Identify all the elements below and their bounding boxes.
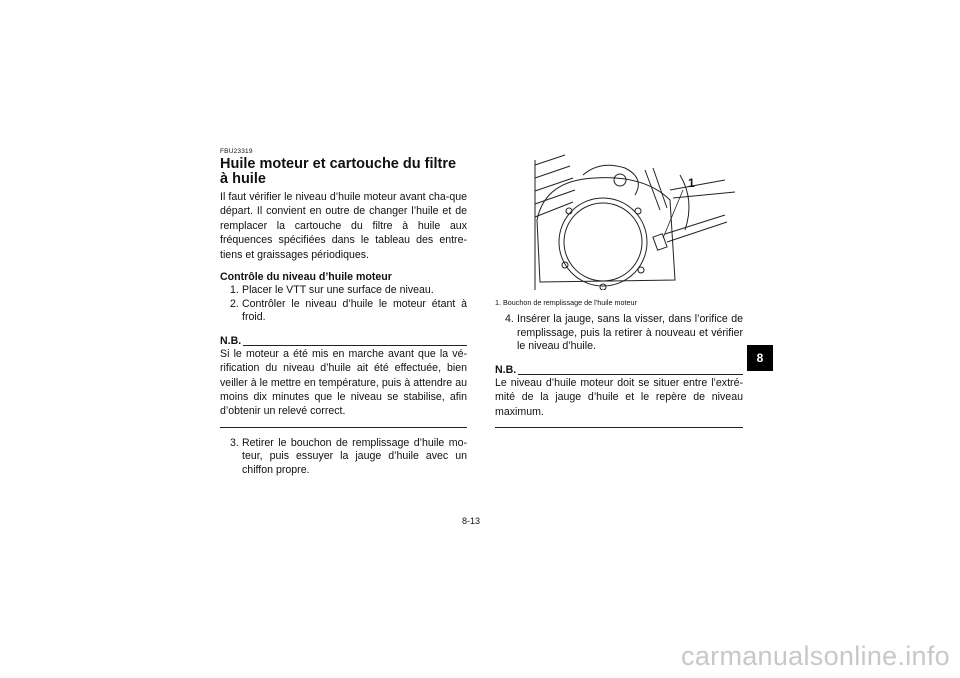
figure-caption: 1. Bouchon de remplissage de l’huile moteur [495,298,637,307]
step-text: Placer le VTT sur une surface de niveau. [242,284,434,297]
note-rule [518,374,743,375]
engine-cover-inner [564,203,642,281]
cover-bolt [635,208,641,214]
reference-code: FBU23319 [220,148,253,155]
note-end-rule [495,427,743,428]
step-number: 4. [505,313,514,325]
note-rule [243,345,467,346]
note-text: Le niveau d’huile moteur doit se situer entre l’extré-mité de la jauge d’huile et le repère de niveau maximum. [495,376,743,418]
frame-tube-upper [670,180,735,198]
step-number: 1. [230,284,239,297]
step-2 [220,298,467,325]
figure-callout-1: 1 [688,176,695,190]
frame-tube [665,215,727,242]
note-label: N.B. [495,363,517,376]
engine-illustration [495,150,743,290]
steps-list [220,284,467,325]
callout-leader [663,190,683,238]
cover-bolt [638,267,644,273]
chapter-tab: 8 [747,345,773,371]
left-column [220,148,467,478]
step-text: Contrôler le niveau d’huile le moteur étant à froid. [242,297,467,324]
note-end-rule [220,427,467,428]
step-1 [220,284,467,298]
step-text: Insérer la jauge, sans la visser, dans l’orifice de remplissage, puis la retirer à nouveau et vérifier le niveau d’huile. [517,313,743,353]
step-number: 2. [230,297,239,310]
page-number: 8-13 [462,516,481,526]
step-4 [495,313,743,354]
note-text: Si le moteur a été mis en marche avant que la vé-rification du niveau d’huile ait été effectuée, bien veiller à le mettre en température, puis à attendre au moins dix minutes que le niveau se stabilise, afin d’obtenir un relevé correct. [220,347,467,418]
oil-filler-cap [653,234,667,251]
upper-fitting [614,174,626,186]
section-title: Huile moteur et cartouche du filtre à huile [220,156,457,187]
note-header [220,335,467,347]
intro-paragraph: Il faut vérifier le niveau d’huile moteur avant cha-que départ. Il convient en outre de changer l’huile et de remplacer la cartouche du filtre à huile aux fréquences spécifiées dans le tableau des entre-tiens et graissages périodiques. [220,191,467,261]
step-number: 3. [230,436,239,449]
note-header [495,364,743,376]
step-text: Retirer le bouchon de remplissage d’huile mo-teur, puis essuyer la jauge d’huile avec un chiffon propre. [242,436,467,477]
cover-bolt [600,284,606,290]
watermark: carmanualsonline.info [681,641,950,671]
step-3 [220,437,467,478]
crankcase-outline [537,178,675,282]
steps-list-right [495,313,743,354]
subheading: Contrôle du niveau d’huile moteur [220,271,392,284]
steps-list-continued [220,437,467,478]
note-label: N.B. [220,334,242,347]
right-column [495,150,743,437]
